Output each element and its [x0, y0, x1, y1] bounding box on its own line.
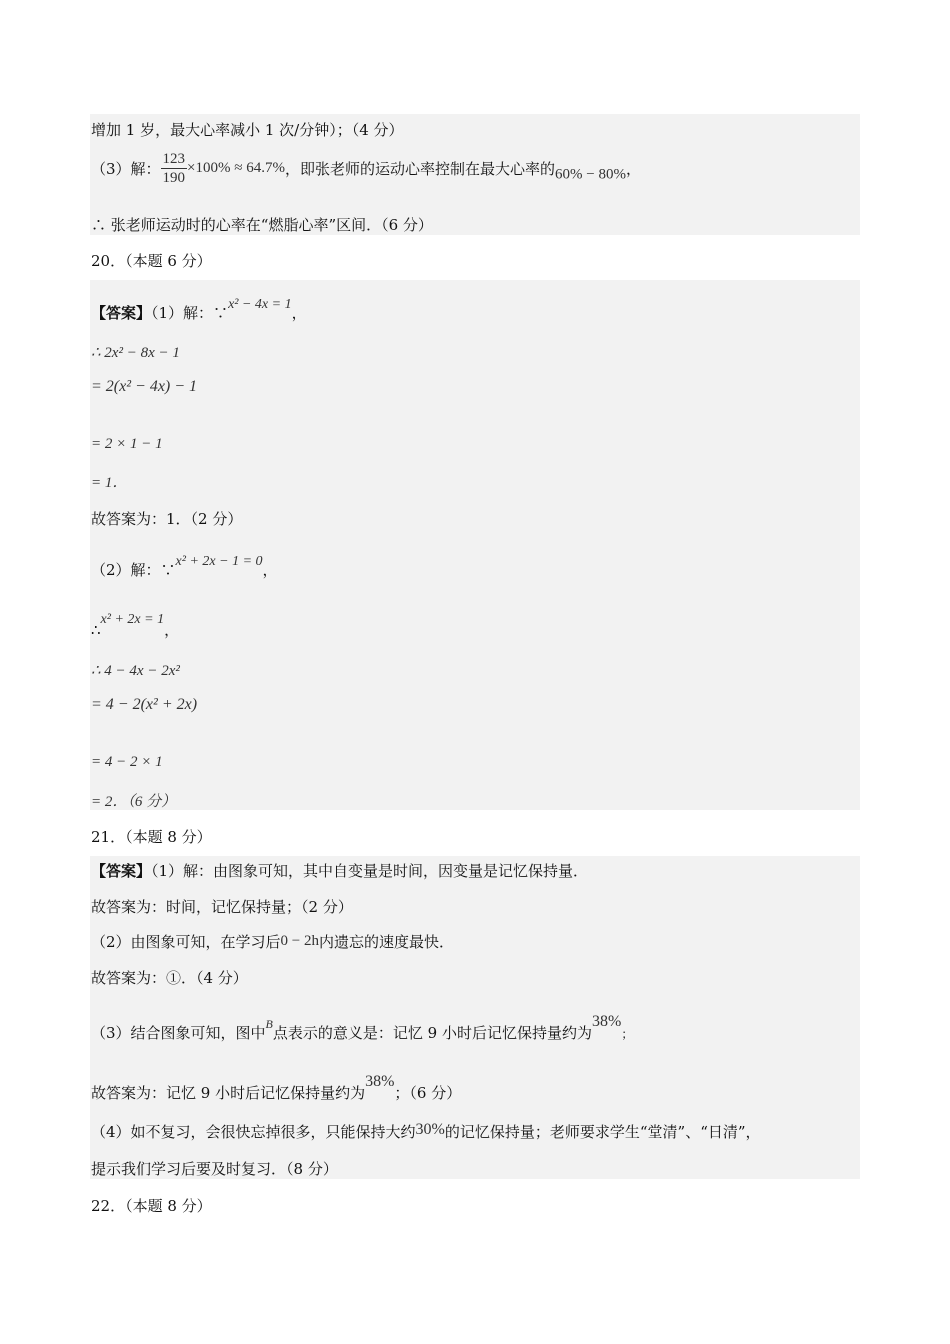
- step-expression-1: ∴ 2x² − 8x − 1: [91, 345, 180, 361]
- q21-line7: [91, 1121, 761, 1142]
- comma: ，: [164, 621, 180, 639]
- q21-part3-text-mid: 点表示的意义是：记忆 9 小时后记忆保持量约为: [272, 1024, 592, 1042]
- heart-rate-range: 60% − 80%: [555, 166, 626, 183]
- q20-heading: 20．（本题 6 分）: [91, 252, 212, 270]
- q21-heading: 21．（本题 8 分）: [91, 828, 212, 846]
- q19-conclusion: ∴ 张老师运动时的心率在“燃脂心率”区间．（6 分）: [91, 216, 433, 234]
- q20-part2-line: [91, 554, 278, 580]
- percent-30: 30%: [415, 1121, 445, 1138]
- q21-line8: 提示我们学习后要及时复习．（8 分）: [91, 1160, 338, 1178]
- q19-part3-label: （3）解：: [91, 160, 161, 178]
- q21-line6: [91, 1073, 461, 1103]
- q21-part2-text: （2）由图象可知，在学习后: [91, 933, 281, 951]
- q20-part2-label: （2）解：∵: [91, 561, 176, 579]
- step-expression-7: = 4 − 2 × 1: [91, 754, 163, 770]
- q20-therefore-line: [91, 612, 179, 640]
- q21-line1: [91, 860, 588, 881]
- q21-answer3-text: 故答案为：记忆 9 小时后记忆保持量约为: [91, 1084, 366, 1102]
- step-expression-3: = 2 × 1 − 1: [91, 436, 163, 452]
- step-expression-2: = 2(x² − 4x) − 1: [91, 378, 198, 395]
- q21-part4-text-end: 的记忆保持量；老师要求学生“堂清”、“日清”，: [444, 1123, 761, 1141]
- given-equation: x² − 4x = 1: [228, 297, 292, 312]
- point-b: B: [265, 1017, 273, 1031]
- q20-part1-label: （1）解：∵: [151, 304, 229, 322]
- q21-part3-text: （3）结合图象可知，图中: [91, 1024, 266, 1042]
- percent-38: 38%: [591, 1013, 622, 1030]
- q22-heading: 22．（本题 8 分）: [91, 1197, 212, 1215]
- given-equation-2: x² + 2x − 1 = 0: [175, 554, 263, 569]
- fraction-numerator: 123: [162, 151, 186, 167]
- q21-part2-text-end: 内遗忘的速度最快．: [319, 933, 455, 951]
- step-expression-4: = 1．: [91, 475, 128, 491]
- comma: ，: [262, 561, 278, 579]
- step-expression-5: ∴ 4 − 4x − 2x²: [91, 663, 180, 679]
- percent-expression: ×100% ≈ 64.7%: [187, 160, 285, 176]
- q20-part1-line: [91, 297, 307, 323]
- step-expression-8: = 2．（6 分）: [91, 794, 177, 810]
- q19-part3-text: ，即张老师的运动心率控制在最大心率的: [284, 160, 555, 178]
- q21-line4: 故答案为：①．（4 分）: [91, 969, 248, 987]
- semicolon: ；: [621, 1027, 634, 1041]
- q21-line2: 故答案为：时间，记忆保持量；（2 分）: [91, 898, 353, 916]
- q19-part3: [91, 150, 641, 187]
- step-expression-6: = 4 − 2(x² + 2x): [91, 696, 198, 713]
- therefore-symbol: ∴: [91, 621, 101, 639]
- fraction-denominator: 190: [162, 170, 186, 186]
- q19-line1: 增加 1 岁，最大心率减小 1 次/分钟）；（4 分）: [91, 121, 404, 139]
- q20-answer1: 故答案为：1．（2 分）: [91, 510, 243, 528]
- q20-answer-block: [90, 280, 860, 810]
- q21-part1-text: （1）解：由图象可知，其中自变量是时间，因变量是记忆保持量．: [151, 862, 589, 880]
- q21-line5: [91, 1013, 633, 1043]
- percent-38-answer: 38%: [365, 1073, 395, 1090]
- q21-answer3-end: ；（6 分）: [394, 1084, 462, 1102]
- q21-part4-text: （4）如不复习，会很快忘掉很多，只能保持大约: [91, 1123, 416, 1141]
- answer-tag: 【答案】: [91, 862, 152, 880]
- q21-line3: [91, 931, 454, 952]
- comma: ，: [625, 160, 641, 178]
- answer-tag: 【答案】: [91, 304, 152, 322]
- fraction: [161, 150, 188, 187]
- comma: ，: [291, 304, 307, 322]
- time-range: 0 − 2h: [280, 933, 320, 949]
- derived-equation: x² + 2x = 1: [100, 612, 165, 627]
